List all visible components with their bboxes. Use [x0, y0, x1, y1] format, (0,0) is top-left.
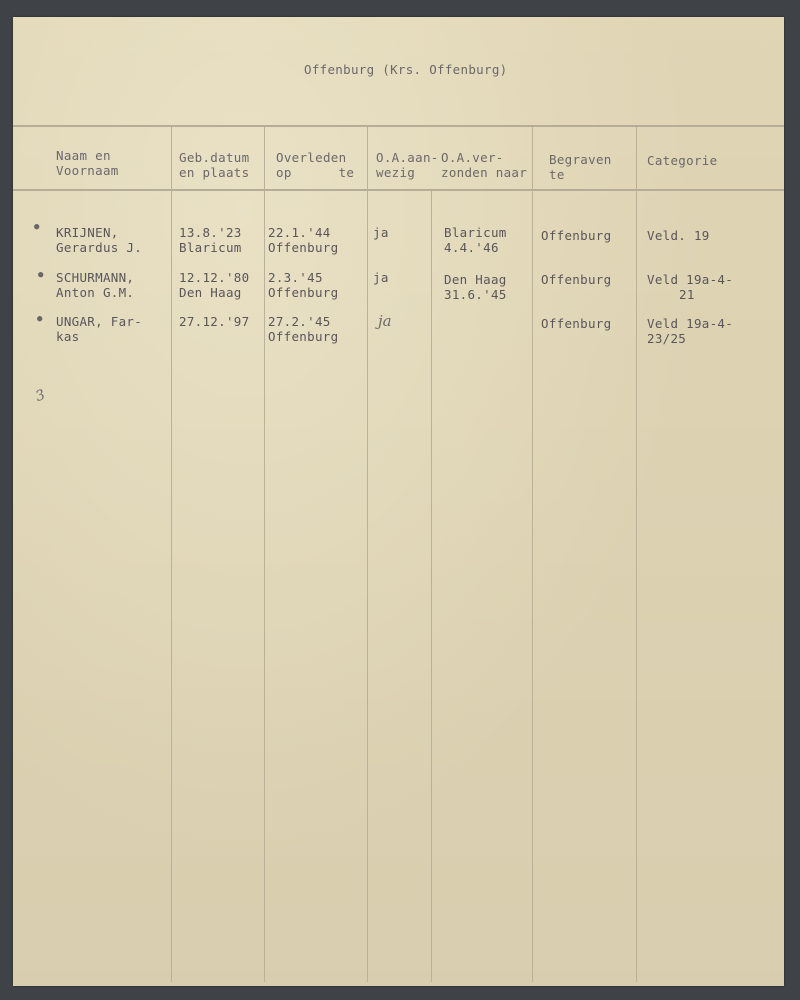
table-row-2-oa-verzonden: Den Haag 31.6.'45 — [444, 272, 507, 302]
table-row-1-begraven: Offenburg — [541, 228, 612, 243]
table-row-2-categorie: Veld 19a-4- 21 — [647, 272, 734, 302]
table-row-1-categorie: Veld. 19 — [647, 228, 710, 243]
header-bottom-rule — [13, 189, 784, 191]
table-row-3-geb: 27.12.'97 — [179, 314, 250, 329]
table-row-3-oa-aanwezig: ja — [378, 312, 392, 330]
table-row-1-geb: 13.8.'23 Blaricum — [179, 225, 242, 255]
header-categorie: Categorie — [647, 153, 718, 168]
header-oa-aanwezig: O.A.aan- wezig — [376, 150, 439, 180]
row-bullet-icon: ● — [37, 314, 43, 324]
table-row-3-categorie: Veld 19a-4- 23/25 — [647, 316, 734, 346]
table-row-2-oa-aanwezig: ja — [373, 270, 389, 285]
margin-mark: 3 — [33, 386, 48, 406]
column-divider — [367, 127, 368, 982]
table-row-1-oa-aanwezig: ja — [373, 225, 389, 240]
table-row-1-overleden: 22.1.'44 Offenburg — [268, 225, 339, 255]
column-divider — [636, 127, 637, 982]
table-row-2-naam: SCHURMANN, Anton G.M. — [56, 270, 135, 300]
table-row-1-naam: KRIJNEN, Gerardus J. — [56, 225, 143, 255]
header-oa-verzonden: O.A.ver- zonden naar — [441, 150, 528, 180]
table-row-2-begraven: Offenburg — [541, 272, 612, 287]
header-begraven: Begraven te — [549, 152, 612, 182]
header-naam: Naam en Voornaam — [56, 148, 119, 178]
table-row-2-geb: 12.12.'80 Den Haag — [179, 270, 250, 300]
table-row-2-overleden: 2.3.'45 Offenburg — [268, 270, 339, 300]
row-bullet-icon: ● — [38, 270, 44, 280]
row-bullet-icon: ● — [34, 222, 40, 232]
table-row-3-naam: UNGAR, Far- kas — [56, 314, 143, 344]
table-row-3-overleden: 27.2.'45 Offenburg — [268, 314, 339, 344]
header-overleden: Overleden op te — [276, 150, 355, 180]
column-divider — [264, 127, 265, 982]
column-divider — [431, 190, 432, 982]
table-row-1-oa-verzonden: Blaricum 4.4.'46 — [444, 225, 507, 255]
header-geboortedatum: Geb.datum en plaats — [179, 150, 250, 180]
column-divider — [171, 127, 172, 982]
card-title: Offenburg (Krs. Offenburg) — [304, 62, 508, 77]
table-row-3-begraven: Offenburg — [541, 316, 612, 331]
header-top-rule — [13, 125, 784, 127]
column-divider — [532, 127, 533, 982]
